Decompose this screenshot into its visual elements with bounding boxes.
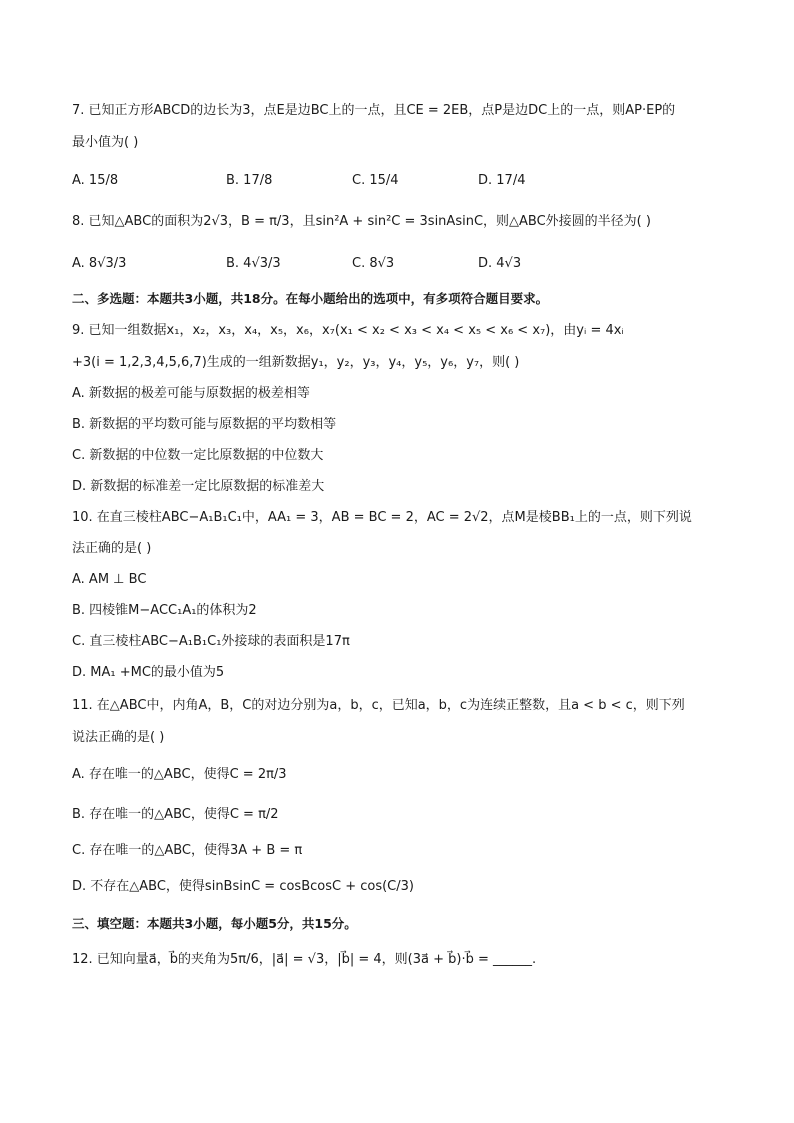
q11-option-d: D. 不存在△ABC，使得sinBsinC = cosBcosC + cos(C/3): [72, 879, 414, 894]
q11-option-b: B. 存在唯一的△ABC，使得C = π/2: [72, 807, 279, 822]
q8-option-b: B. 4√3/3: [226, 256, 281, 271]
q9-option-b: B. 新数据的平均数可能与原数据的平均数相等: [72, 417, 337, 432]
q10-option-c: C. 直三棱柱ABC−A₁B₁C₁外接球的表面积是17π: [72, 634, 350, 649]
q9-stem-cont: +3(i = 1,2,3,4,5,6,7)生成的一组新数据y₁，y₂，y₃，y₄，y₅，y₆，y₇，则( ): [72, 355, 520, 370]
q7-option-a: A. 15/8: [72, 173, 119, 188]
q10-stem-cont: 法正确的是( ): [72, 541, 152, 556]
q11-stem: 11. 在△ABC中，内角A，B，C的对边分别为a，b，c，已知a，b，c为连续正整数，且a < b < c，则下列: [72, 698, 685, 713]
q10-stem: 10. 在直三棱柱ABC−A₁B₁C₁中，AA₁ = 3，AB = BC = 2，AC = 2√2，点M是棱BB₁上的一点，则下列说: [72, 510, 692, 525]
q11-option-c: C. 存在唯一的△ABC，使得3A + B = π: [72, 843, 303, 858]
q10-option-d: D. MA₁ +MC的最小值为5: [72, 665, 225, 680]
q9-option-c: C. 新数据的中位数一定比原数据的中位数大: [72, 448, 324, 463]
q11-option-a: A. 存在唯一的△ABC，使得C = 2π/3: [72, 767, 287, 782]
q7-stem: 7. 已知正方形ABCD的边长为3，点E是边BC上的一点，且CE = 2EB，点P是边DC上的一点，则AP·EP的: [72, 103, 676, 118]
section-2-heading: 二、多选题：本题共3小题，共18分。在每小题给出的选项中，有多项符合题目要求。: [72, 291, 549, 306]
q8-option-d: D. 4√3: [478, 256, 522, 271]
q8-option-c: C. 8√3: [352, 256, 395, 271]
q7-option-b: B. 17/8: [226, 173, 273, 188]
q7-stem-cont: 最小值为( ): [72, 135, 139, 150]
q11-stem-cont: 说法正确的是( ): [72, 730, 165, 745]
q7-option-d: D. 17/4: [478, 173, 526, 188]
q9-stem: 9. 已知一组数据x₁，x₂，x₃，x₄，x₅，x₆，x₇(x₁ < x₂ < x₃ < x₄ < x₅ < x₆ < x₇)，由yᵢ = 4xᵢ: [72, 323, 624, 338]
q8-stem: 8. 已知△ABC的面积为2√3，B = π/3，且sin²A + sin²C = 3sinAsinC，则△ABC外接圆的半径为( ): [72, 214, 651, 229]
q9-option-d: D. 新数据的标准差一定比原数据的标准差大: [72, 479, 325, 494]
q9-option-a: A. 新数据的极差可能与原数据的极差相等: [72, 386, 310, 401]
q10-option-a: A. AM ⊥ BC: [72, 572, 147, 587]
q12-stem: 12. 已知向量a⃗，b⃗的夹角为5π/6，|a⃗| = √3，|b⃗| = 4，则(3a⃗ + b⃗)·b⃗ = ______.: [72, 952, 537, 967]
q10-option-b: B. 四棱锥M−ACC₁A₁的体积为2: [72, 603, 257, 618]
q7-option-c: C. 15/4: [352, 173, 399, 188]
section-3-heading: 三、填空题：本题共3小题，每小题5分，共15分。: [72, 916, 357, 931]
q8-option-a: A. 8√3/3: [72, 256, 127, 271]
